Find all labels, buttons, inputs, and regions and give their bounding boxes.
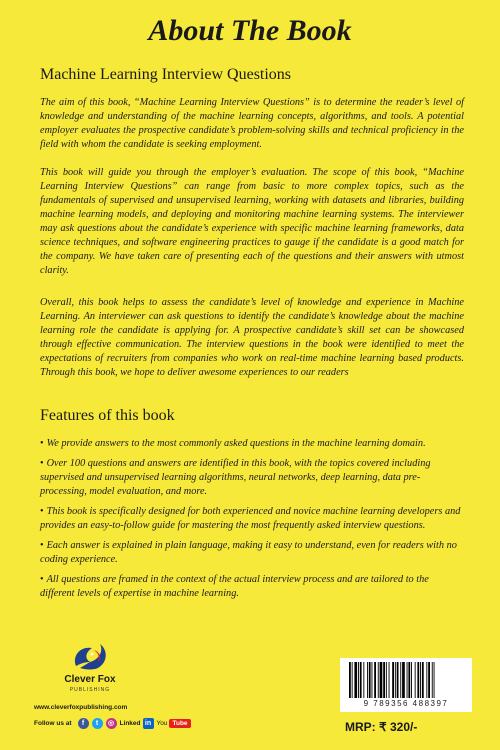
about-paragraph-2: This book will guide you through the employer’s evaluation. The scope of this book, “Machine Learning Interview Questions” can range from basic to more complex topics, such as the fundamentals of supervised and unsupervised learning, working with datasets and libraries, building machine learning models, and deploying and monitoring machine learning systems. The interviewer may ask questions about the candidate’s experience with specific machine learning frameworks, data science techniques, and software engineering practices to gauge if the candidate is a good match for the company. We have taken care of presenting each of the questions and their answers with utmost clarity.	[40, 167, 464, 276]
barcode-bar	[360, 662, 362, 698]
features-list	[40, 437, 464, 607]
bullet-icon: •	[40, 574, 44, 585]
list-item: • Over 100 questions and answers are identified in this book, with the topics covered including supervised and unsupervised learning algorithms, neural networks, deep learning, data pre-processing, model evaluation, and more.	[40, 458, 431, 497]
bullet-icon: •	[40, 438, 44, 449]
barcode-bar	[432, 662, 433, 698]
price-label: MRP: ₹ 320/-	[345, 720, 418, 734]
bullet-icon: •	[40, 506, 44, 517]
book-subtitle: Machine Learning Interview Questions	[40, 66, 292, 83]
barcode-bar	[372, 662, 373, 698]
barcode-bar	[380, 662, 383, 698]
linkedin-icon[interactable]: in	[143, 718, 154, 729]
publisher-name: Clever Fox	[64, 674, 116, 685]
barcode-bar	[378, 662, 379, 698]
barcode-bar	[426, 662, 427, 698]
barcode-bar	[422, 662, 424, 698]
social-links	[34, 716, 191, 730]
barcode-bar	[358, 662, 359, 698]
youtube-icon: Tube	[169, 719, 190, 728]
facebook-icon[interactable]: f	[78, 718, 89, 729]
barcode-bar	[369, 662, 371, 698]
about-paragraph-1: The aim of this book, “Machine Learning Interview Questions” is to determine the reader’s level of knowledge and understanding of the machine learning concepts, algorithms, and tools. A potential employer evaluates the prospective candidate’s problem-solving skills and technical proficiency in the field with whom the candidate is seeking employment.	[40, 97, 464, 150]
barcode-bar	[392, 662, 394, 698]
barcode-icon	[348, 662, 464, 698]
instagram-icon[interactable]: ◎	[106, 718, 117, 729]
barcode-bar	[354, 662, 357, 698]
youtube-prefix: You	[156, 719, 168, 727]
barcode-bar	[395, 662, 396, 698]
barcode-bar	[408, 662, 410, 698]
bullet-icon: •	[40, 540, 44, 551]
barcode-bar	[397, 662, 399, 698]
barcode-bar	[374, 662, 376, 698]
barcode-bar	[434, 662, 435, 698]
youtube-link[interactable]	[157, 719, 191, 728]
barcode-bar	[402, 662, 405, 698]
barcode-bar	[383, 662, 385, 698]
barcode-bar	[415, 662, 416, 698]
barcode-bar	[352, 662, 353, 698]
barcode-bar	[428, 662, 430, 698]
fox-logo-icon	[70, 640, 110, 674]
barcode-bar	[417, 662, 419, 698]
isbn-number: 9 789356 488397	[363, 699, 449, 708]
publisher-website[interactable]: www.cleverfoxpublishing.com	[34, 704, 128, 711]
list-item: • All questions are framed in the context of the actual interview process and are tailored to the different levels of expertise in machine learning.	[40, 574, 429, 599]
twitter-icon[interactable]: t	[92, 718, 103, 729]
list-item: • This book is specifically designed for both experienced and novice machine learning developers and provides an easy-to-follow guide for mastering the most frequently asked interview questions.	[40, 506, 461, 531]
barcode-bar	[411, 662, 412, 698]
list-item: • Each answer is explained in plain language, making it easy to understand, even for readers with no coding experience.	[40, 540, 457, 565]
barcode-bar	[407, 662, 408, 698]
features-title: Features of this book	[40, 407, 175, 424]
publisher-tagline: PUBLISHING	[69, 687, 111, 693]
barcode-bar	[367, 662, 368, 698]
barcode-bar	[420, 662, 421, 698]
list-item: • We provide answers to the most commonly asked questions in the machine learning domain.	[40, 438, 426, 449]
publisher-logo	[40, 640, 140, 700]
barcode-bar	[386, 662, 387, 698]
barcode-bar	[389, 662, 390, 698]
barcode-bar	[363, 662, 364, 698]
barcode-bar	[400, 662, 401, 698]
page-title: About The Book	[148, 14, 352, 47]
barcode-bar	[349, 662, 351, 698]
follow-label: Follow us at	[34, 719, 72, 727]
isbn-barcode	[340, 658, 472, 712]
bullet-icon: •	[40, 458, 44, 469]
about-paragraph-3: Overall, this book helps to assess the candidate’s level of knowledge and experience in Machine Learning. An interviewer can ask questions to identify the candidate’s knowledge about the machine learning role the candidate is applying for. A prospective candidate’s skill set can be showcased through effective communication. The interview questions in the book were identified to meet the expectations of recruiters from companies who work on real-time machine learning based products. Through this book, we hope to deliver awesome experiences to our readers	[40, 297, 464, 378]
linkedin-label[interactable]: Linked	[119, 719, 141, 727]
